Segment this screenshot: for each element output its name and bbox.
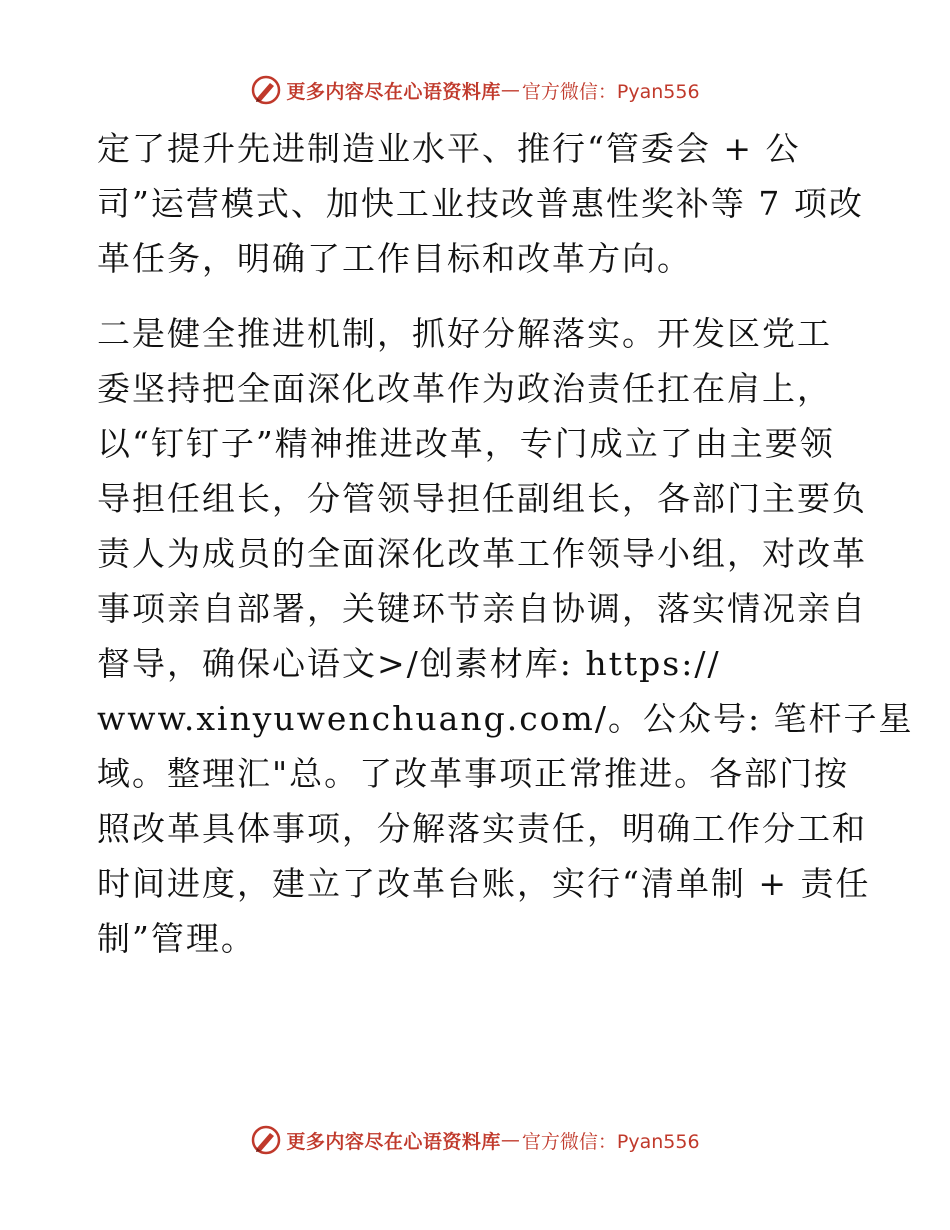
header-wechat-text: 官方微信：Pyan556 bbox=[521, 80, 700, 103]
header-banner bbox=[0, 70, 950, 110]
header-brand-text: 更多内容尽在心语资料库 bbox=[286, 80, 501, 103]
text-line: 导担任组长，分管领导担任副组长，各部门主要负 bbox=[97, 479, 867, 518]
text-line: 事项亲自部署，关键环节亲自协调，落实情况亲自 bbox=[97, 589, 867, 628]
footer-separator: — bbox=[500, 1129, 520, 1151]
text-line: 域。整理汇"总。了改革事项正常推进。各部门按 bbox=[97, 754, 850, 793]
text-line: 定了提升先进制造业水平、推行“管委会 + 公 bbox=[97, 129, 801, 168]
text-line: 责人为成员的全面深化改革工作领导小组，对改革 bbox=[97, 534, 867, 573]
footer-wechat-text: 官方微信：Pyan556 bbox=[521, 1130, 700, 1153]
text-line: 照改革具体事项，分解落实责任，明确工作分工和 bbox=[97, 809, 867, 848]
paragraph-1 bbox=[97, 121, 864, 286]
footer-brand-text: 更多内容尽在心语资料库 bbox=[286, 1130, 501, 1153]
text-line: 制”管理。 bbox=[97, 919, 256, 958]
footer-banner bbox=[0, 1120, 950, 1160]
header-separator: — bbox=[500, 79, 520, 101]
pen-logo-icon bbox=[250, 1124, 282, 1156]
text-line: www.xinyuwenchuang.com/。公众号: 笔杆子星 bbox=[97, 699, 914, 738]
text-line: 委坚持把全面深化改革作为政治责任扛在肩上， bbox=[97, 369, 832, 408]
pen-logo-icon bbox=[250, 74, 282, 106]
document-body bbox=[97, 121, 914, 966]
text-line: 司”运营模式、加快工业技改普惠性奖补等 7 项改 bbox=[97, 184, 864, 223]
text-line: 以“钉钉子”精神推进改革，专门成立了由主要领 bbox=[97, 424, 835, 463]
paragraph-gap bbox=[97, 286, 857, 306]
text-line: 时间进度，建立了改革台账，实行“清单制 + 责任 bbox=[97, 864, 871, 903]
paragraph-2 bbox=[97, 306, 914, 966]
text-line: 革任务，明确了工作目标和改革方向。 bbox=[97, 239, 692, 278]
text-line: 二是健全推进机制，抓好分解落实。开发区党工 bbox=[97, 314, 832, 353]
text-line: 督导，确保心语文>/创素材库: https:// bbox=[97, 644, 721, 683]
